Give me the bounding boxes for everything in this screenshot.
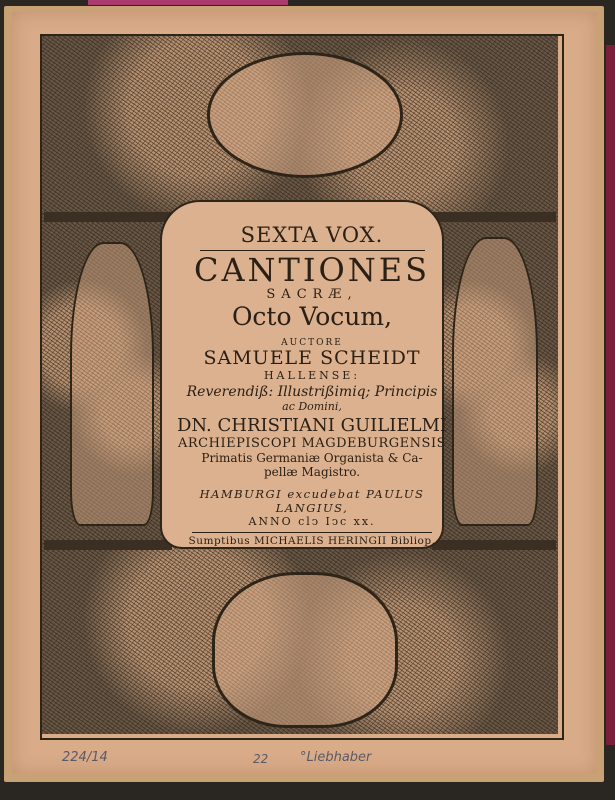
main-title: CANTIONES (193, 251, 431, 289)
voices-line: Octo Vocum, (231, 302, 393, 331)
patron-name: DN. CHRISTIANI GUILIELMI (177, 415, 447, 436)
binding-strip-top (88, 0, 288, 5)
handwritten-number: 22 (253, 752, 269, 766)
author-origin: HALLENSE: (263, 369, 361, 382)
bishop-figure-left (70, 242, 154, 526)
publisher-line: Sumptibus MICHAELIS HERINGII Bibliop. (188, 535, 436, 547)
nativity-scene-cartouche (212, 572, 398, 728)
binding-strip-right (606, 45, 615, 745)
dedication-domini: ac Domini, (282, 400, 342, 413)
top-cartouche-scene (207, 52, 403, 178)
voice-part-label: SEXTA VOX. (240, 223, 384, 247)
author-name: SAMUELE SCHEIDT (203, 347, 421, 369)
dedication-line: Reverendiß: Illustrißimiq; Principis (186, 384, 438, 400)
title-text-block (162, 217, 462, 547)
position-line-1: Primatis Germaniæ Organista & Ca- (201, 451, 423, 465)
subtitle: SACRÆ, (266, 287, 358, 302)
handwritten-note: °Liebhaber (300, 750, 372, 765)
handwritten-shelfmark: 224/14 (62, 750, 108, 765)
year-line: ANNO clↄ Iↄc xx. (248, 515, 376, 528)
patron-title: ARCHIEPISCOPI MAGDEBURGENSIS (178, 436, 446, 451)
moses-figure-right (452, 237, 538, 526)
pedestal-left-bottom (44, 540, 172, 550)
divider-rule-2 (192, 532, 432, 533)
pedestal-left-top (44, 212, 172, 222)
title-page (12, 12, 597, 774)
imprint-line: HAMBURGI excudebat PAULUS LANGIUS, (199, 487, 425, 515)
position-line-2: pellæ Magistro. (263, 465, 361, 479)
auctore-label: AUCTORE (281, 338, 343, 348)
